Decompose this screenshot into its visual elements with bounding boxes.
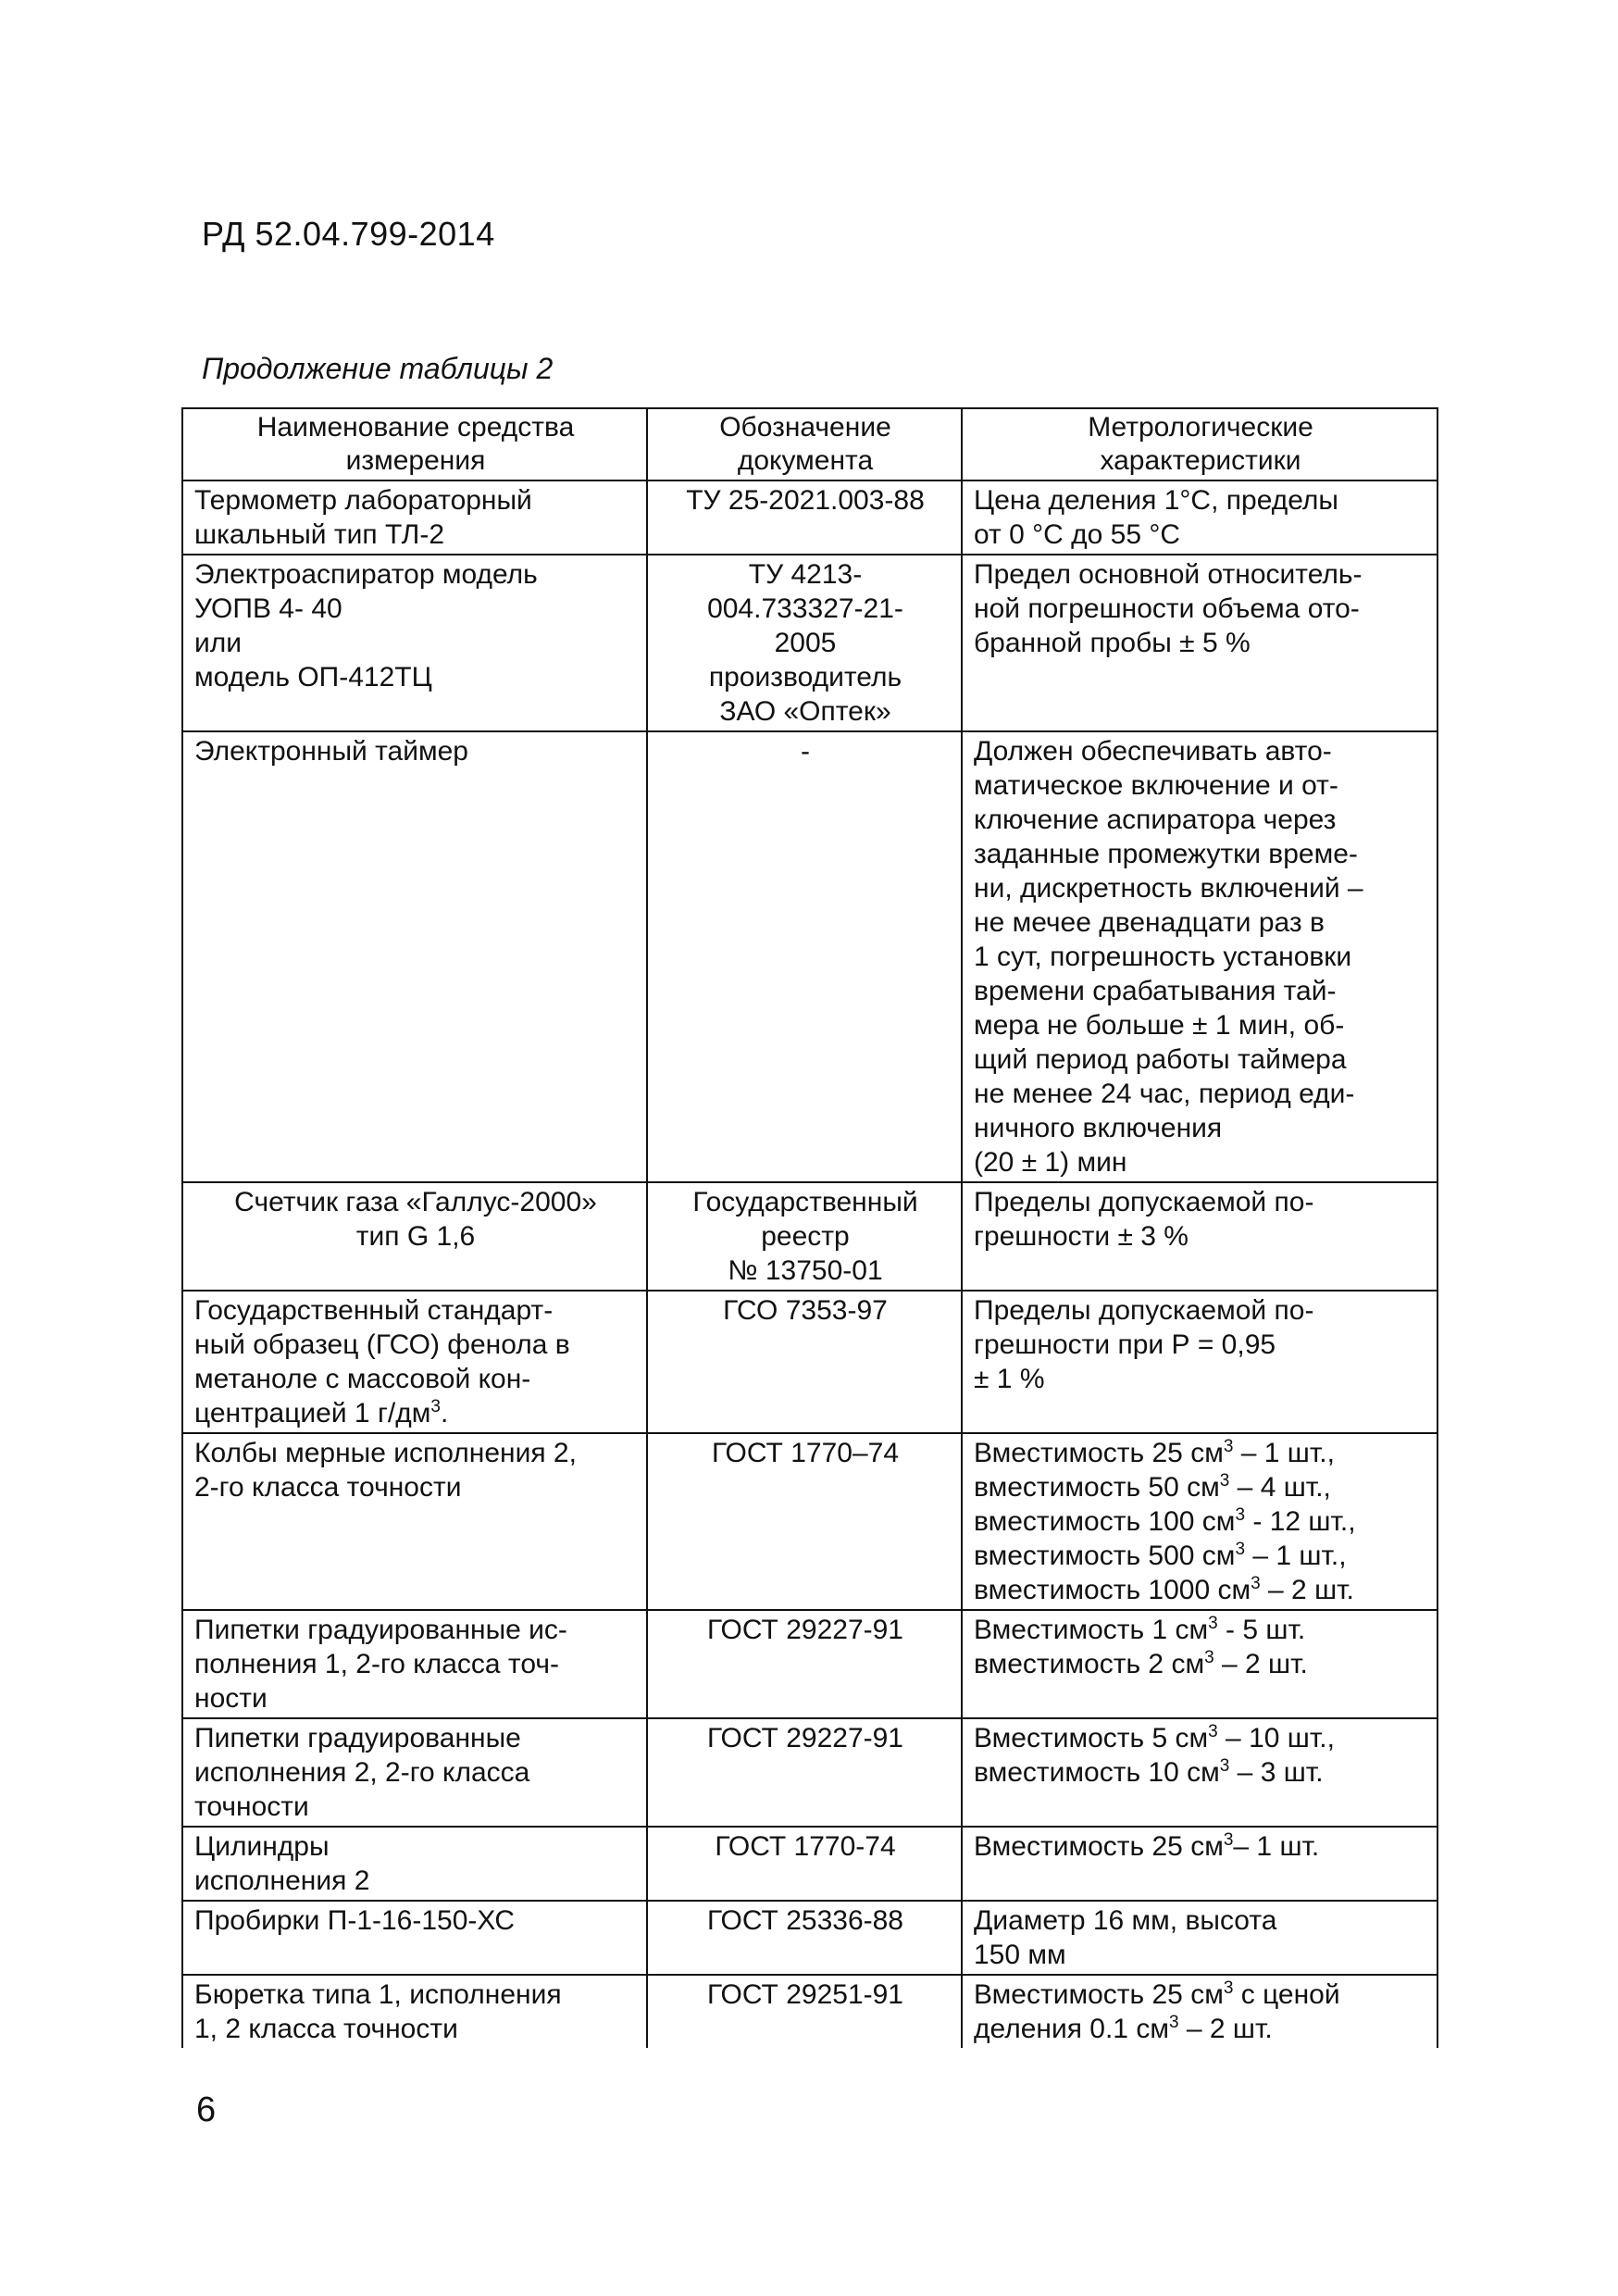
document-designation: ГОСТ 1770–74: [647, 1433, 962, 1610]
instrument-name: Электроаспиратор модель УОПВ 4- 40 или модель ОП-412ТЦ: [182, 555, 647, 731]
superscript: 3: [1208, 1722, 1218, 1741]
metrological-characteristics: Диаметр 16 мм, высота 150 мм: [962, 1901, 1438, 1975]
chars-text: – 4 шт., вместимость 100 см: [974, 1472, 1331, 1537]
metrological-characteristics: Пределы допускаемой по- грешности при Р = 0,95 ± 1 %: [962, 1291, 1438, 1433]
chars-text: – 1 шт., вместимость 50 см: [974, 1438, 1335, 1503]
metrological-characteristics: [962, 1718, 1438, 1827]
metrological-characteristics: [962, 1610, 1438, 1718]
metrological-characteristics: Предел основной относитель- ной погрешности объема ото- бранной пробы ± 5 %: [962, 555, 1438, 731]
document-designation: ГОСТ 1770-74: [647, 1827, 962, 1901]
table-row: [182, 1291, 1438, 1433]
chars-text: Вместимость 25 см: [974, 1438, 1224, 1468]
superscript: 3: [430, 1397, 441, 1416]
superscript: 3: [1235, 1505, 1246, 1525]
document-designation: ТУ 25-2021.003-88: [647, 480, 962, 555]
superscript: 3: [1223, 1437, 1234, 1456]
table-row: [182, 1901, 1438, 1975]
chars-text: – 1 шт.: [1233, 1831, 1320, 1862]
table-row: [182, 555, 1438, 731]
instrument-name: Пробирки П-1-16-150-ХС: [182, 1901, 647, 1975]
document-designation: ГОСТ 29251-91: [647, 1975, 962, 2048]
instrument-name: Электронный таймер: [182, 731, 647, 1182]
chars-text: – 10 шт., вместимость 10 см: [974, 1723, 1335, 1788]
superscript: 3: [1223, 1978, 1234, 1998]
metrological-characteristics: Пределы допускаемой по- грешности ± 3 %: [962, 1182, 1438, 1291]
instrument-name: Термометр лабораторный шкальный тип ТЛ-2: [182, 480, 647, 555]
instrument-name: [182, 1291, 647, 1433]
chars-text: с ценой деления 0.1 см: [974, 1979, 1340, 2044]
chars-text: – 2 шт.: [1178, 2014, 1273, 2044]
table-row: [182, 1610, 1438, 1718]
instrument-name: Бюретка типа 1, исполнения 1, 2 класса точности: [182, 1975, 647, 2048]
table-caption: Продолжение таблицы 2: [202, 352, 554, 385]
chars-text: Вместимость 25 см: [974, 1831, 1224, 1862]
name-text: Государственный стандарт- ный образец (ГСО) фенола в метаноле с массовой кон- центрацией 1 г/дм: [194, 1295, 570, 1429]
document-designation: ТУ 4213- 004.733327-21- 2005 производитель ЗАО «Оптек»: [647, 555, 962, 731]
superscript: 3: [1219, 1756, 1230, 1776]
metrological-characteristics: [962, 1433, 1438, 1610]
chars-text: – 2 шт.: [1260, 1575, 1354, 1605]
measuring-instruments-table: [181, 407, 1438, 2048]
metrological-characteristics: Должен обеспечивать авто- матическое включение и от- ключение аспиратора через заданные промежутки време- ни, дискретность включений – не мечее двенадцати раз в 1 сут, погрешность установки времени срабатывания тай- мера не больше ± 1 мин, об- щий период работы таймера не менее 24 час, период еди- ничного включения (20 ± 1) мин: [962, 731, 1438, 1182]
superscript: 3: [1219, 1471, 1230, 1491]
column-header-document: Обозначение документа: [647, 408, 962, 480]
metrological-characteristics: [962, 1827, 1438, 1901]
document-designation: ГОСТ 25336-88: [647, 1901, 962, 1975]
chars-text: – 2 шт.: [1214, 1649, 1308, 1679]
instrument-name: Колбы мерные исполнения 2, 2-го класса точности: [182, 1433, 647, 1610]
superscript: 3: [1251, 1574, 1261, 1593]
superscript: 3: [1204, 1648, 1214, 1667]
metrological-characteristics: [962, 1975, 1438, 2048]
metrological-characteristics: Цена деления 1°С, пределы от 0 °С до 55 °С: [962, 480, 1438, 555]
document-designation: ГОСТ 29227-91: [647, 1610, 962, 1718]
instrument-name: Счетчик газа «Галлус-2000» тип G 1,6: [182, 1182, 647, 1291]
document-designation: Государственный реестр № 13750-01: [647, 1182, 962, 1291]
chars-text: - 5 шт. вместимость 2 см: [974, 1615, 1306, 1679]
chars-text: - 12 шт., вместимость 500 см: [974, 1506, 1356, 1571]
instrument-name: Пипетки градуированные исполнения 2, 2-го класса точности: [182, 1718, 647, 1827]
table-row: [182, 1433, 1438, 1610]
document-designation: ГСО 7353-97: [647, 1291, 962, 1433]
chars-text: – 3 шт.: [1229, 1757, 1324, 1788]
table-row: [182, 1718, 1438, 1827]
superscript: 3: [1223, 1830, 1234, 1850]
table-header-row: [182, 408, 1438, 480]
document-designation: -: [647, 731, 962, 1182]
instrument-name: Цилиндры исполнения 2: [182, 1827, 647, 1901]
page-number: 6: [196, 2090, 217, 2129]
instrument-name: Пипетки градуированные ис- полнения 1, 2-го класса точ- ности: [182, 1610, 647, 1718]
column-header-name: Наименование средства измерения: [182, 408, 647, 480]
superscript: 3: [1208, 1614, 1218, 1633]
superscript: 3: [1168, 2013, 1179, 2032]
table-row: [182, 1182, 1438, 1291]
table-row: [182, 1975, 1438, 2048]
chars-text: Вместимость 5 см: [974, 1723, 1209, 1753]
chars-text: Вместимость 25 см: [974, 1979, 1224, 2010]
table-row: [182, 1827, 1438, 1901]
document-code: РД 52.04.799-2014: [202, 215, 495, 253]
column-header-characteristics: Метрологические характеристики: [962, 408, 1438, 480]
table-row: [182, 731, 1438, 1182]
name-text: .: [440, 1398, 449, 1429]
chars-text: – 1 шт., вместимость 1000 см: [974, 1541, 1347, 1605]
chars-text: Вместимость 1 см: [974, 1615, 1209, 1645]
table-row: [182, 480, 1438, 555]
superscript: 3: [1235, 1540, 1246, 1559]
document-designation: ГОСТ 29227-91: [647, 1718, 962, 1827]
